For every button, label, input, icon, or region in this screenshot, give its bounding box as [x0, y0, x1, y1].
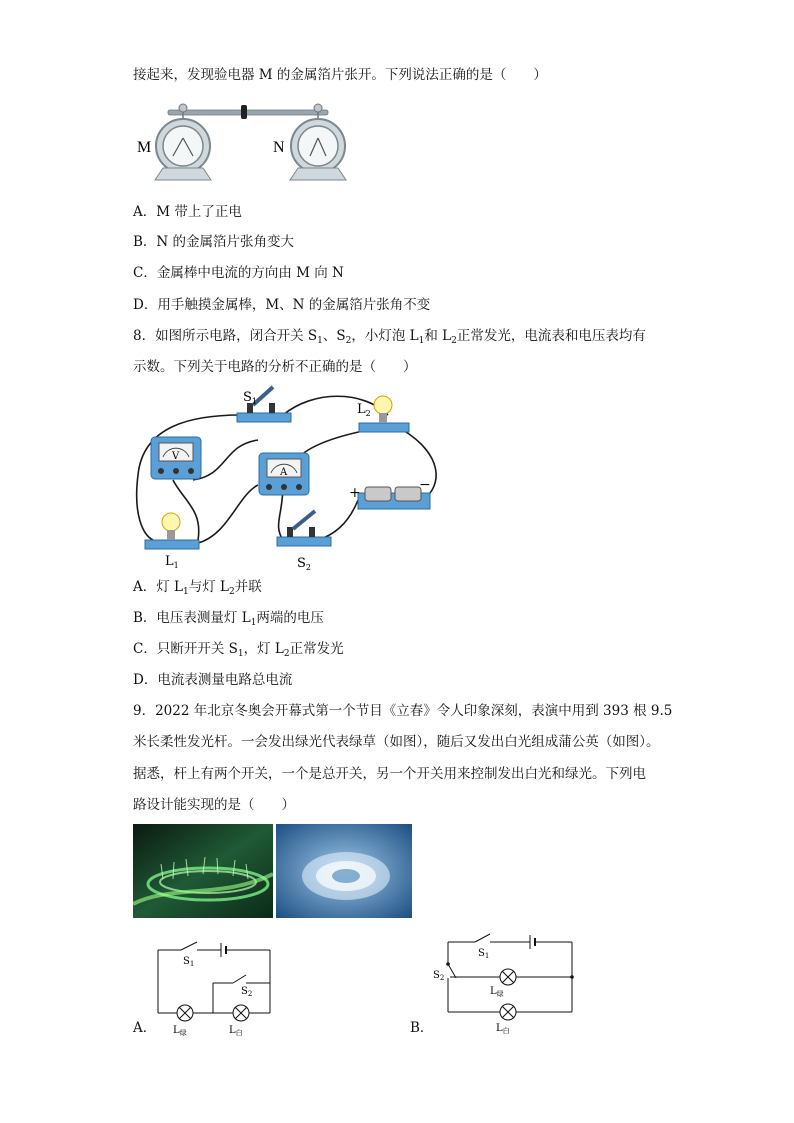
dandelion-photo [276, 824, 412, 918]
q9-stem-line4: 路设计能实现的是（ ） [133, 797, 295, 813]
q7-option-a: A．M 带上了正电 [133, 204, 242, 220]
circuit-a-s2: $S_2$ [241, 986, 253, 998]
label-l2: $L_2$ [357, 402, 371, 418]
label-n: N [273, 139, 285, 156]
q9-stem-line2: 米长柔性发光杆。一会发出绿光代表绿草（如图），随后又发出白光组成蒲公英（如图）。 [133, 734, 660, 750]
circuit-b-s1: $S_1$ [478, 948, 490, 960]
q7-option-c: C．金属棒中电流的方向由 M 向 N [133, 265, 344, 281]
q8-stem-line2: 示数。下列关于电路的分析不正确的是（ ） [133, 359, 417, 375]
q7-intro: 接起来，发现验电器 M 的金属箔片张开。下列说法正确的是（ ） [133, 67, 547, 83]
label-plus: + [349, 485, 361, 501]
circuit-b-l-white: $L_白$ [496, 1023, 510, 1035]
lamp-green-icon [500, 969, 516, 985]
physical-circuit-figure [133, 385, 443, 570]
q8-option-a: A．灯 $L_1$与灯 $L_2$并联 [133, 579, 262, 597]
q8-option-b: B．电压表测量灯 $L_1$两端的电压 [133, 610, 324, 628]
green-grass-photo [133, 824, 273, 918]
label-s2: $S_2$ [297, 556, 311, 570]
label-v: V [172, 451, 180, 462]
q9-stem-line1: 9．2022 年北京冬奥会开幕式第一个节目《立春》令人印象深刻，表演中用到 393 根 9.5 [133, 703, 673, 719]
circuit-b-option-label: B． [410, 1020, 434, 1036]
switch-s2-icon [277, 511, 331, 546]
lamp-white-icon [233, 1005, 249, 1021]
circuit-b-diagram [430, 930, 580, 1035]
lamp-green-icon [177, 1005, 193, 1021]
label-m: M [137, 139, 152, 156]
electroscope-figure [133, 98, 348, 184]
label-minus: − [419, 477, 431, 493]
q8-option-c: C．只断开开关 $S_1$，灯 $L_2$正常发光 [133, 641, 344, 659]
q8-option-d: D．电流表测量电路总电流 [133, 672, 293, 688]
label-a: A [280, 467, 288, 478]
circuit-a-l-green: $L_绿$ [173, 1025, 187, 1037]
label-s1: $S_1$ [243, 390, 257, 406]
electroscope-n-icon [290, 104, 346, 180]
q8-stem-line1: 8．如图所示电路，闭合开关 $S_1$、$S_2$，小灯泡 $L_1$和 $L_2$正常发光，电流表和电压表均有 [133, 328, 646, 346]
q9-stem-line3: 据悉，杆上有两个开关，一个是总开关，另一个开关用来控制发出白光和绿光。下列电 [133, 766, 646, 782]
circuit-a-option-label: A． [133, 1020, 157, 1036]
lamp-l1-icon [145, 513, 199, 549]
circuit-a-s1: $S_1$ [183, 956, 195, 968]
label-l1: $L_1$ [165, 554, 179, 570]
electroscope-m-icon [155, 104, 211, 180]
circuit-b-l-green: $L_绿$ [490, 986, 504, 998]
q7-option-d: D．用手触摸金属棒，M、N 的金属箔片张角不变 [133, 297, 431, 313]
lamp-white-icon [500, 1004, 516, 1020]
circuit-a-l-white: $L_白$ [229, 1025, 243, 1037]
q7-option-b: B．N 的金属箔片张角变大 [133, 234, 295, 250]
circuit-b-s2: $S_2$ [433, 970, 445, 982]
